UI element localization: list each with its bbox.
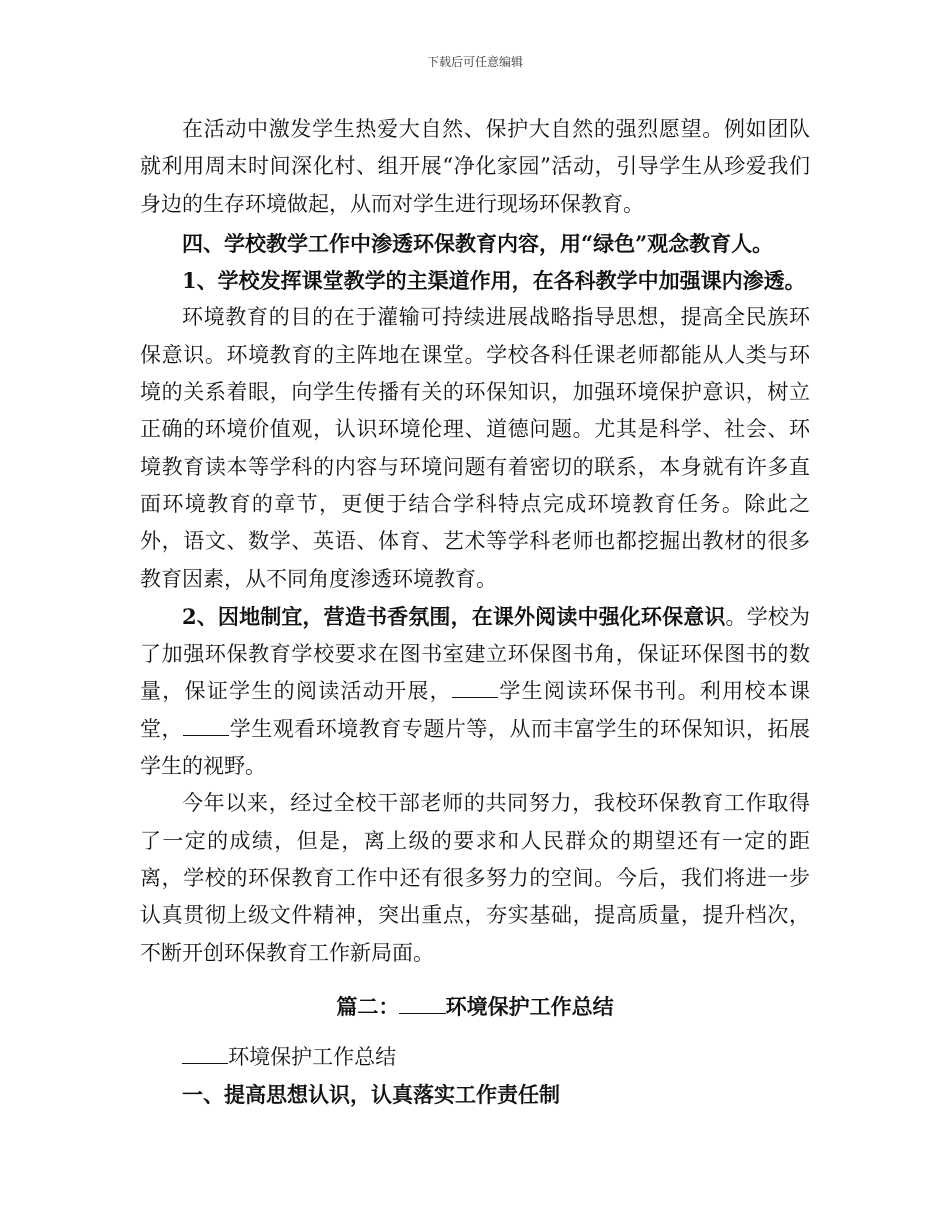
section-title-2-prefix: 篇二： — [336, 993, 400, 1019]
section-title-2-text: 环境保护工作总结 — [445, 993, 614, 1019]
subtitle-text: 环境保护工作总结 — [228, 1045, 397, 1070]
subtitle-line — [140, 1039, 810, 1076]
heading-section-4: 四、学校教学工作中渗透环保教育内容，用“绿色”观念教育人。 — [182, 230, 774, 256]
blank-underline — [452, 679, 498, 699]
heading-section-4-2: 2、因地制宜，营造书香氛围，在课外阅读中强化环保意识 — [182, 603, 726, 629]
heading-section-4-1: 1、学校发挥课堂教学的主渠道作用，在各科教学中加强课内渗透。 — [182, 268, 806, 294]
blank-underline — [183, 716, 229, 736]
paragraph-activity: 在活动中激发学生热爱大自然、保护大自然的强烈愿望。例如团队就利用周末时间深化村、组开展“净化家园”活动，引导学生从珍爱我们身边的生存环境做起，从而对学生进行现场环保教育。 — [140, 117, 810, 216]
paragraph-reading-part-a: 。学校为了加强环保教育学校要求在图书室建立环保图书角，保证环保图书的数量，保证学生的阅读活动开展， — [140, 604, 810, 704]
document-body — [140, 111, 810, 1114]
section-title-2 — [140, 988, 810, 1025]
blank-underline — [399, 994, 445, 1014]
paragraph-classroom-education: 环境教育的目的在于灌输可持续进展战略指导思想，提高全民族环保意识。环境教育的主阵地在课堂。学校各科任课老师都能从人类与环境的关系着眼，向学生传播有关的环保知识，加强环境保护意识，树立正确的环境价值观，认识环境伦理、道德问题。尤其是科学、社会、环境教育读本等学科的内容与环境问题有着密切的联系，本身就有许多直面环境教育的章节，更便于结合学科特点完成环境教育任务。除此之外，语文、数学、英语、体育、艺术等学科老师也都挖掘出教材的很多教育因素，从不同角度渗透环境教育。 — [140, 305, 810, 591]
page-header-note: 下载后可任意编辑 — [426, 55, 523, 69]
paragraph-reading-part-c: 学生观看环境教育专题片等，从而丰富学生的环保知识，拓展学生的视野。 — [140, 716, 811, 779]
blank-underline — [182, 1044, 228, 1064]
heading-part-1: 一、提高思想认识，认真落实工作责任制 — [182, 1082, 560, 1108]
paragraph-reading — [140, 598, 810, 785]
paragraph-summary: 今年以来，经过全校干部老师的共同努力，我校环保教育工作取得了一定的成绩，但是，离上级的要求和人民群众的期望还有一定的距离，学校的环保教育工作中还有很多努力的空间。今后，我们将进一步认真贯彻上级文件精神，突出重点，夯实基础，提高质量，提升档次，不断开创环保教育工作新局面。 — [140, 791, 810, 965]
paragraph-reading-part-b: 学生阅读环保书刊。利用校本课堂， — [140, 679, 810, 741]
